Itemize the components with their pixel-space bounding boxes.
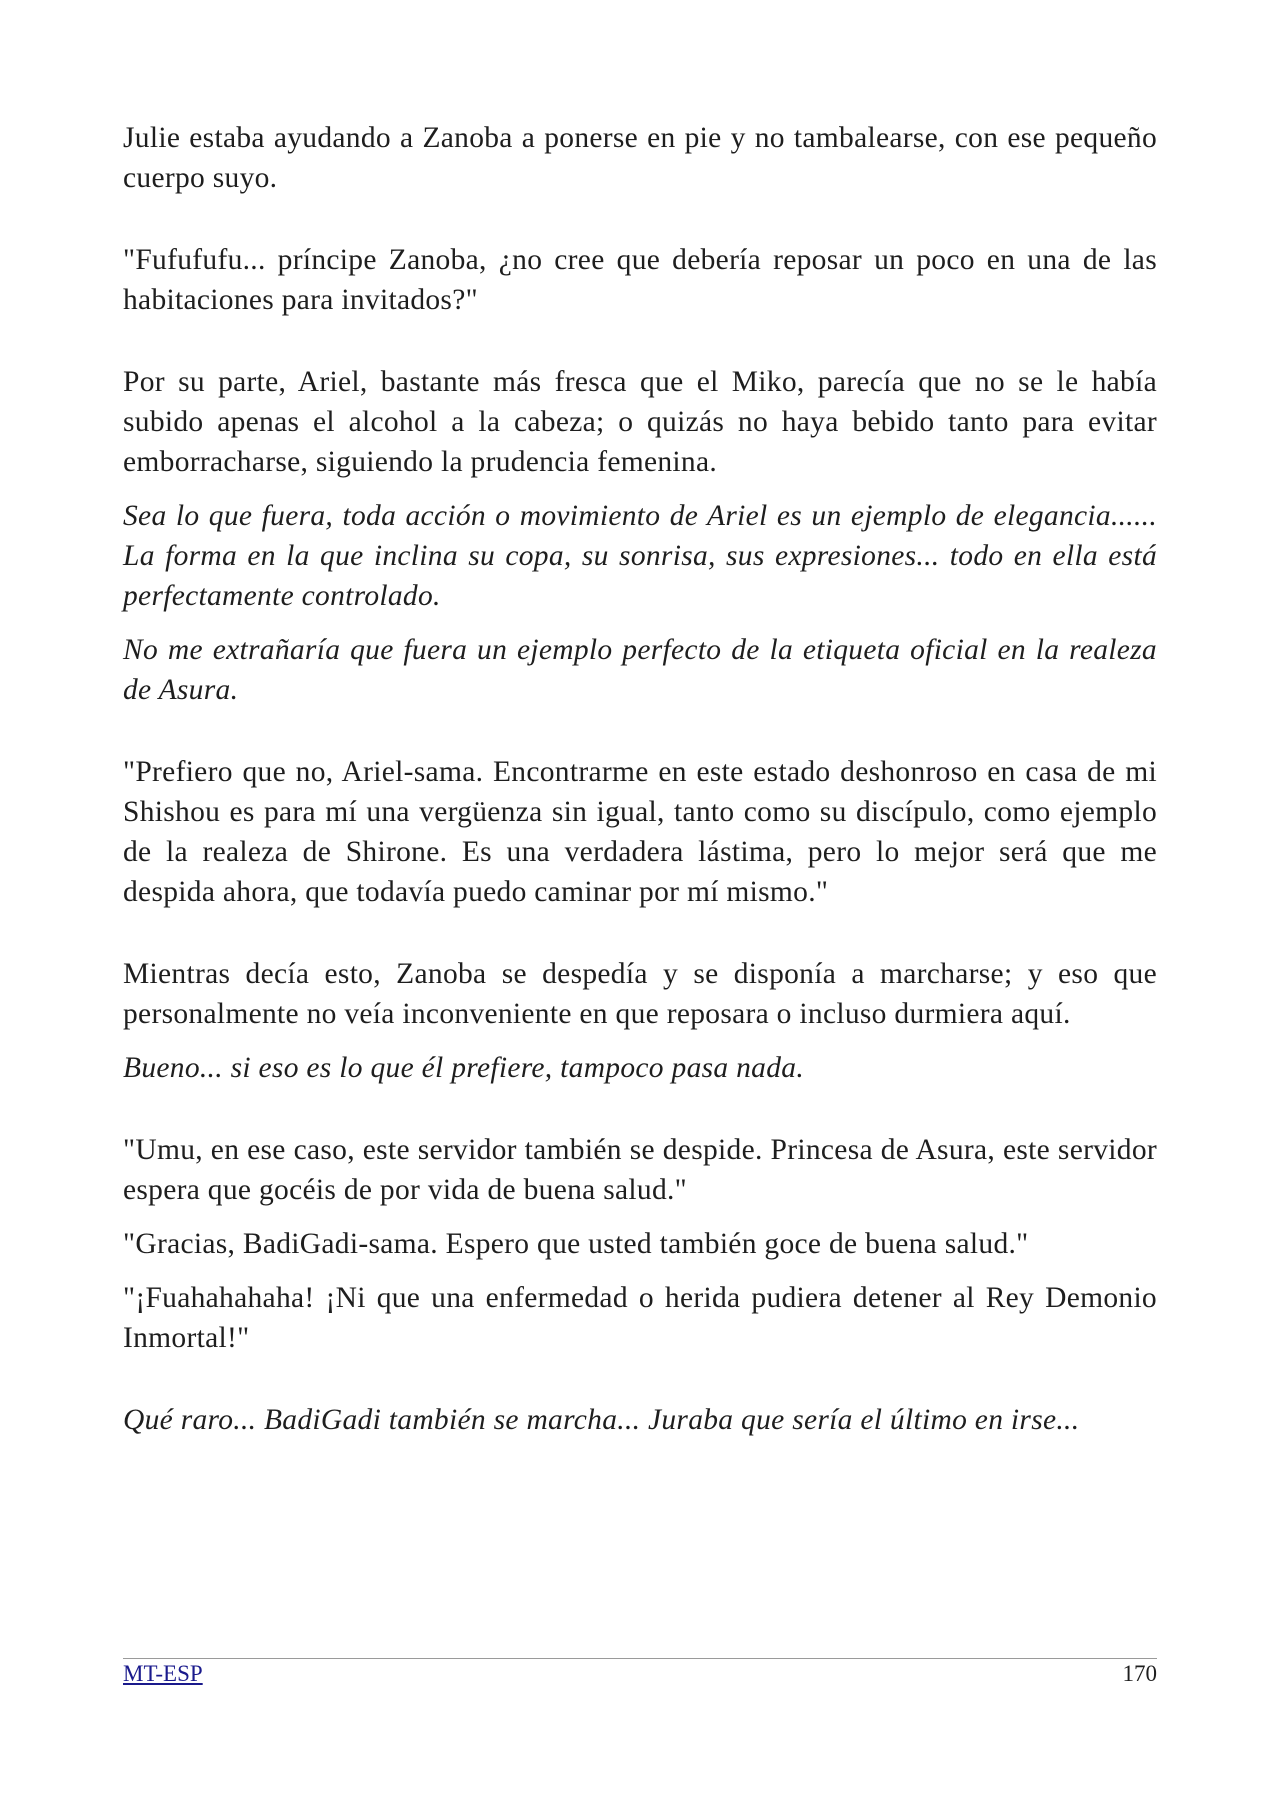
paragraph-1: Julie estaba ayudando a Zanoba a ponerse en pie y no tambalearse, con ese pequeño cuerpo suyo. [123, 122, 1157, 194]
paragraph-6: "Prefiero que no, Ariel-sama. Encontrarme en este estado deshonroso en casa de mi Shishou es para mí una vergüenza sin igual, tanto como su discípulo, como ejemplo de la realeza de Shirone. Es una verdadera lástima, pero lo mejor será que me despida ahora, que todavía puedo caminar por mí mismo." [123, 756, 1157, 908]
paragraph-8: Bueno... si eso es lo que él prefiere, tampoco pasa nada. [123, 1052, 805, 1084]
paragraph-10: "Gracias, BadiGadi-sama. Espero que usted también goce de buena salud." [123, 1228, 1029, 1260]
footer-site-link[interactable]: MT-ESP [123, 1661, 203, 1686]
paragraph-3: Por su parte, Ariel, bastante más fresca que el Miko, parecía que no se le había subido apenas el alcohol a la cabeza; o quizás no haya bebido tanto para evitar emborracharse, siguiendo la prudencia femenina. [123, 366, 1157, 478]
page-number: 170 [1122, 1661, 1157, 1686]
paragraph-11: "¡Fuahahahaha! ¡Ni que una enfermedad o herida pudiera detener al Rey Demonio Inmortal!" [123, 1282, 1157, 1354]
paragraph-9: "Umu, en ese caso, este servidor también se despide. Princesa de Asura, este servidor espera que gocéis de por vida de buena salud." [123, 1134, 1157, 1206]
page-body [123, 118, 1157, 1440]
paragraph-12: Qué raro... BadiGadi también se marcha... Juraba que sería el último en irse... [123, 1404, 1080, 1436]
page-footer [123, 1658, 1157, 1687]
paragraph-2: "Fufufufu... príncipe Zanoba, ¿no cree que debería reposar un poco en una de las habitaciones para invitados?" [123, 244, 1157, 316]
paragraph-5: No me extrañaría que fuera un ejemplo perfecto de la etiqueta oficial en la realeza de Asura. [123, 634, 1157, 706]
paragraph-4: Sea lo que fuera, toda acción o movimiento de Ariel es un ejemplo de elegancia...... La forma en la que inclina su copa, su sonrisa, sus expresiones... todo en ella está perfectamente controlado. [123, 500, 1157, 612]
paragraph-7: Mientras decía esto, Zanoba se despedía y se disponía a marcharse; y eso que personalmente no veía inconveniente en que reposara o incluso durmiera aquí. [123, 958, 1157, 1030]
